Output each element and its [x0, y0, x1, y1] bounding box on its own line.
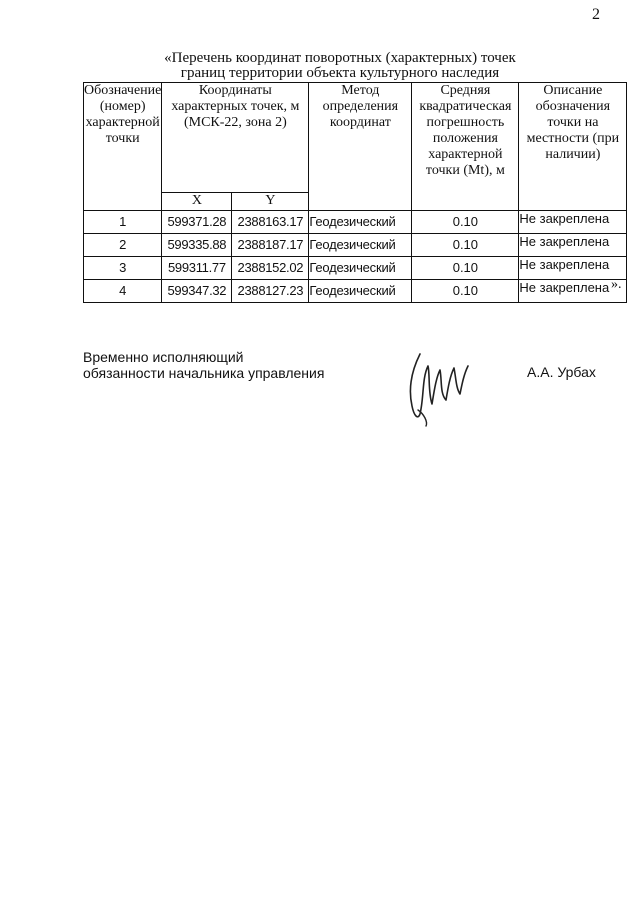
cell-point-number: 1 [84, 211, 162, 234]
cell-y: 2388187.17 [232, 234, 309, 257]
page-number: 2 [592, 6, 600, 23]
cell-y: 2388163.17 [232, 211, 309, 234]
cell-error: 0.10 [412, 280, 519, 303]
handwritten-signature [398, 348, 478, 428]
header-description: Описание обозначения точки на местности (при наличии) [519, 83, 627, 211]
cell-y: 2388152.02 [232, 257, 309, 280]
cell-error: 0.10 [412, 257, 519, 280]
position-line-2: обязанности начальника управления [83, 365, 325, 381]
cell-description: Не закреплена [519, 211, 627, 234]
table-row [84, 257, 627, 280]
title-line-1: «Перечень координат поворотных (характерных) точек [164, 50, 516, 66]
cell-x: 599371.28 [162, 211, 232, 234]
document-title [120, 51, 560, 81]
cell-y: 2388127.23 [232, 280, 309, 303]
header-method: Метод определения координат [309, 83, 412, 211]
title-line-2: границ территории объекта культурного наследия [180, 65, 500, 81]
cell-error: 0.10 [412, 211, 519, 234]
cell-method: Геодезический [309, 280, 412, 303]
cell-error: 0.10 [412, 234, 519, 257]
cell-x: 599335.88 [162, 234, 232, 257]
cell-x: 599311.77 [162, 257, 232, 280]
cell-method: Геодезический [309, 257, 412, 280]
table-header-row [84, 83, 627, 193]
cell-point-number: 4 [84, 280, 162, 303]
header-x: X [162, 193, 232, 211]
header-error: Средняя квадратическая погрешность положения характерной точки (Mt), м [412, 83, 519, 211]
table-row [84, 211, 627, 234]
signatory-position [83, 349, 324, 381]
cell-point-number: 2 [84, 234, 162, 257]
cell-description: Не закреплена [519, 257, 627, 280]
header-y: Y [232, 193, 309, 211]
cell-point-number: 3 [84, 257, 162, 280]
table-row [84, 280, 627, 303]
signatory-name: А.А. Урбах [527, 364, 596, 380]
closing-quote: ». [611, 277, 622, 292]
position-line-1: Временно исполняющий [83, 349, 244, 365]
header-designation: Обозначение (номер) характерной точки [84, 83, 162, 211]
coordinates-table [83, 82, 627, 303]
cell-description: Не закреплена [519, 234, 627, 257]
table-row [84, 234, 627, 257]
header-coordinates: Координаты характерных точек, м (МСК-22, зона 2) [162, 83, 309, 193]
cell-x: 599347.32 [162, 280, 232, 303]
cell-description: Не закреплена [519, 280, 627, 303]
cell-method: Геодезический [309, 211, 412, 234]
cell-method: Геодезический [309, 234, 412, 257]
